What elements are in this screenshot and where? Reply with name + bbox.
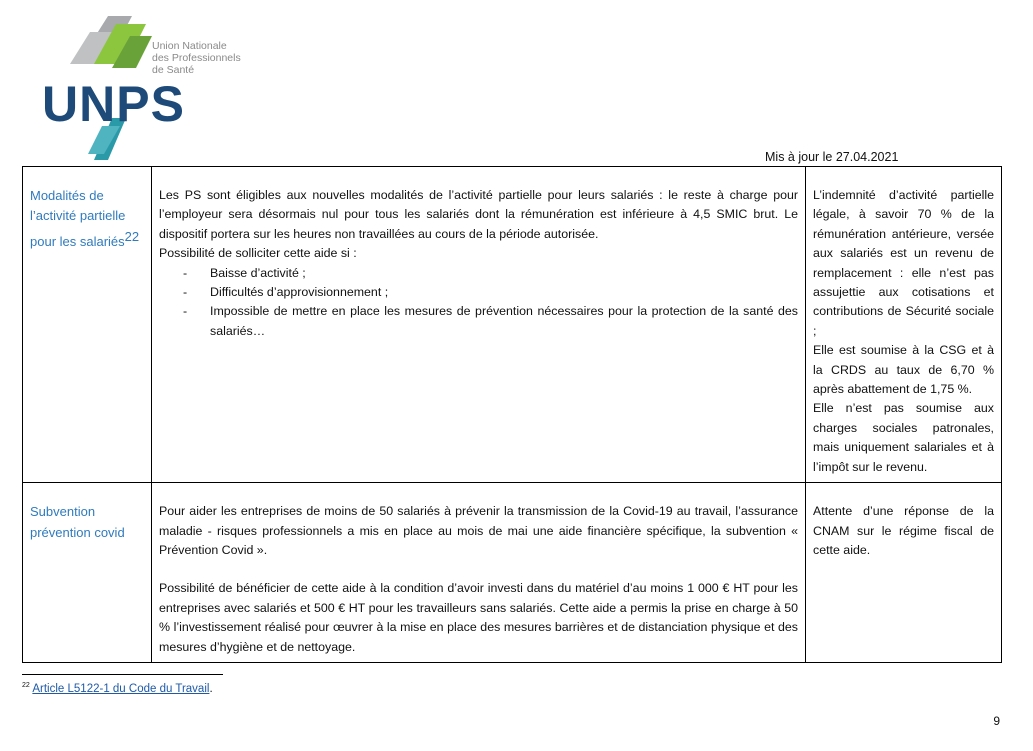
- footnote-separator: [22, 674, 223, 675]
- body-paragraph: Possibilité de bénéficier de cette aide à la condition d’avoir investi dans du matériel d’au moins 1 000 € HT pour les entreprises avec salariés et 500 € HT pour les travailleurs sans salariés. Cette aide a permis la prise en charge à 50 % l’investissement réalisé pour œuvrer à la mise en place des mesures barrières et de distanciation physique et des mesures d’hygiène et de nettoyage.: [159, 581, 798, 654]
- logo-wordmark: UNPS: [42, 76, 185, 132]
- footnote-suffix: .: [209, 682, 213, 695]
- note-paragraph: Attente d’une réponse de la CNAM sur le régime fiscal de cette aide.: [813, 504, 994, 557]
- measures-table: [22, 166, 1002, 663]
- page-number: 9: [993, 714, 1000, 728]
- paragraph-spacer: [159, 560, 798, 579]
- row-body-cell: [152, 483, 806, 663]
- note-paragraph: Elle n’est pas soumise aux charges sociales patronales, mais uniquement salariales et à l’impôt sur le revenu.: [813, 401, 994, 474]
- body-paragraph: Pour aider les entreprises de moins de 50 salariés à prévenir la transmission de la Covid-19 au travail, l’assurance maladie - risques professionnels a mis en place au mois de mai une aide financière spécifique, la subvention « Prévention Covid ».: [159, 504, 798, 557]
- note-paragraph: L’indemnité d’activité partielle légale, à savoir 70 % de la rémunération antérieure, versée aux salariés est un revenu de remplacement : elle n’est pas assujettie aux cotisations et contributions de Sécurité sociale ;: [813, 188, 994, 338]
- list-item: - Impossible de mettre en place les mesures de prévention nécessaires pour la protection de la santé des salariés…: [210, 302, 798, 341]
- logo-tagline: [152, 40, 241, 76]
- table-row: [23, 167, 1002, 483]
- logo-tagline-line: Union Nationale: [152, 40, 227, 52]
- logo-tagline-line: des Professionnels: [152, 52, 241, 64]
- footnote-link[interactable]: Article L5122-1 du Code du Travail: [32, 682, 210, 695]
- row-label-cell: [23, 167, 152, 483]
- condition-list: [159, 264, 798, 342]
- updated-date: Mis à jour le 27.04.2021: [765, 150, 899, 164]
- logo-tagline-line: de Santé: [152, 64, 195, 76]
- list-item: - Baisse d’activité ;: [210, 264, 798, 283]
- row-note-cell: [806, 167, 1002, 483]
- footnote-ref[interactable]: 22: [124, 228, 140, 244]
- row-label: Modalités de l’activité partielle pour les salariés: [30, 188, 126, 249]
- row-label-cell: [23, 483, 152, 663]
- unps-logo: [20, 14, 250, 164]
- body-paragraph: Les PS sont éligibles aux nouvelles modalités de l’activité partielle pour leurs salariés : le reste à charge pour l’employeur sera désormais nul pour tous les salariés dont la rémunération est inférieure à 4,5 SMIC brut. Le dispositif portera sur les heures non travaillées au cours de la période autorisée.: [159, 188, 798, 241]
- list-item: - Difficultés d’approvisionnement ;: [210, 283, 798, 302]
- row-body-cell: [152, 167, 806, 483]
- footnote-number: 22: [22, 682, 30, 689]
- footnote: [22, 682, 213, 695]
- row-label: Subvention prévention covid: [30, 504, 125, 540]
- note-paragraph: Elle est soumise à la CSG et à la CRDS au taux de 6,70 % après abattement de 1,75 %.: [813, 343, 994, 397]
- table-row: [23, 483, 1002, 663]
- row-note-cell: [806, 483, 1002, 663]
- body-lead: Possibilité de solliciter cette aide si :: [159, 246, 357, 261]
